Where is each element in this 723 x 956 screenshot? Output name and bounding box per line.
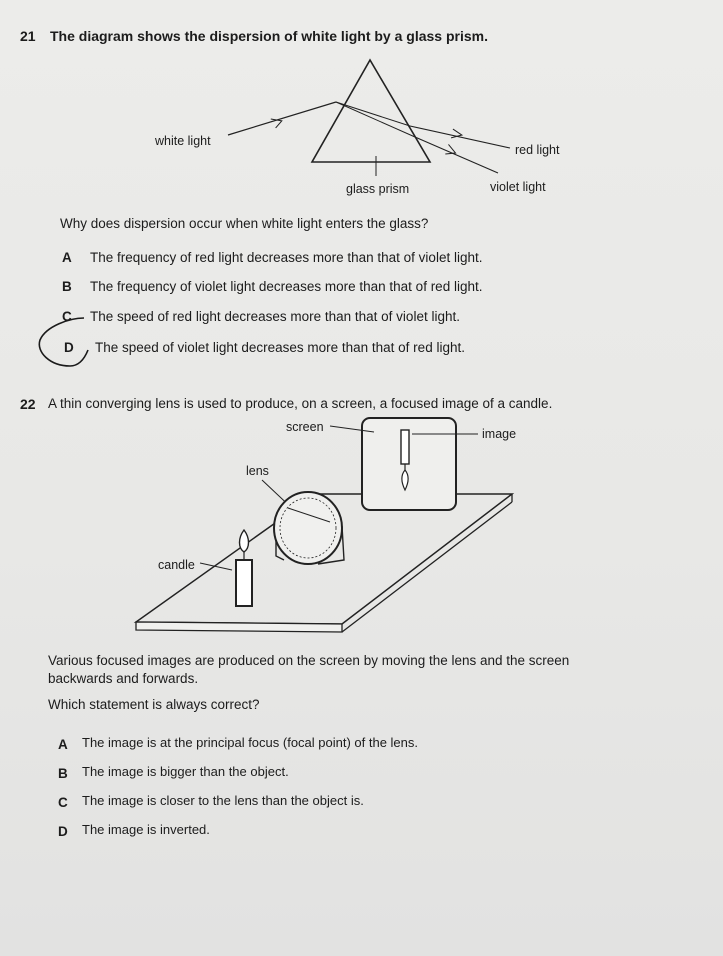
q22-option-b-letter: B <box>58 766 68 781</box>
image-label: image <box>482 427 517 441</box>
q22-stem: A thin converging lens is used to produce, on a screen, a focused image of a candle. <box>48 396 553 411</box>
q22-option-a-letter: A <box>58 737 68 752</box>
q22-option-d-letter: D <box>58 824 68 839</box>
q22-option-c-letter: C <box>58 795 68 810</box>
q22-paragraph-line2: backwards and forwards. <box>48 671 199 686</box>
q22-paragraph-line1: Various focused images are produced on the screen by moving the lens and the screen <box>48 653 570 668</box>
q21-stem: The diagram shows the dispersion of white light by a glass prism. <box>50 28 488 44</box>
q21-option-d-text: The speed of violet light decreases more than that of red light. <box>95 340 465 355</box>
candle-shape <box>236 560 252 606</box>
screen-label: screen <box>286 420 324 434</box>
candle-label: candle <box>158 558 195 572</box>
glass-prism-label: glass prism <box>346 182 410 196</box>
lens-shape <box>274 492 342 564</box>
q21-option-a-letter: A <box>62 250 72 265</box>
q21-option-c-letter: C <box>62 309 72 324</box>
q21-option-a-text: The frequency of red light decreases more than that of violet light. <box>90 250 483 265</box>
q22-option-d-text: The image is inverted. <box>82 822 210 837</box>
white-light-label: white light <box>155 134 211 148</box>
q21-option-b-letter: B <box>62 279 72 294</box>
q21-option-b-text: The frequency of violet light decreases more than that of red light. <box>90 279 483 294</box>
q21-question: Why does dispersion occur when white light enters the glass? <box>60 216 429 231</box>
flame-shape <box>240 530 249 552</box>
q22-option-b-text: The image is bigger than the object. <box>82 764 289 779</box>
q22-option-c-text: The image is closer to the lens than the object is. <box>82 793 364 808</box>
violet-light-label: violet light <box>490 180 546 194</box>
q21-number: 21 <box>20 28 36 44</box>
inverted-image <box>401 430 409 464</box>
lens-label: lens <box>246 464 269 478</box>
q21-option-d-letter: D <box>64 340 74 355</box>
q21-option-c-text: The speed of red light decreases more than that of violet light. <box>90 309 460 324</box>
q22-number: 22 <box>20 396 36 412</box>
q22-question: Which statement is always correct? <box>48 697 260 712</box>
red-light-label: red light <box>515 143 560 157</box>
q22-option-a-text: The image is at the principal focus (focal point) of the lens. <box>82 735 419 750</box>
